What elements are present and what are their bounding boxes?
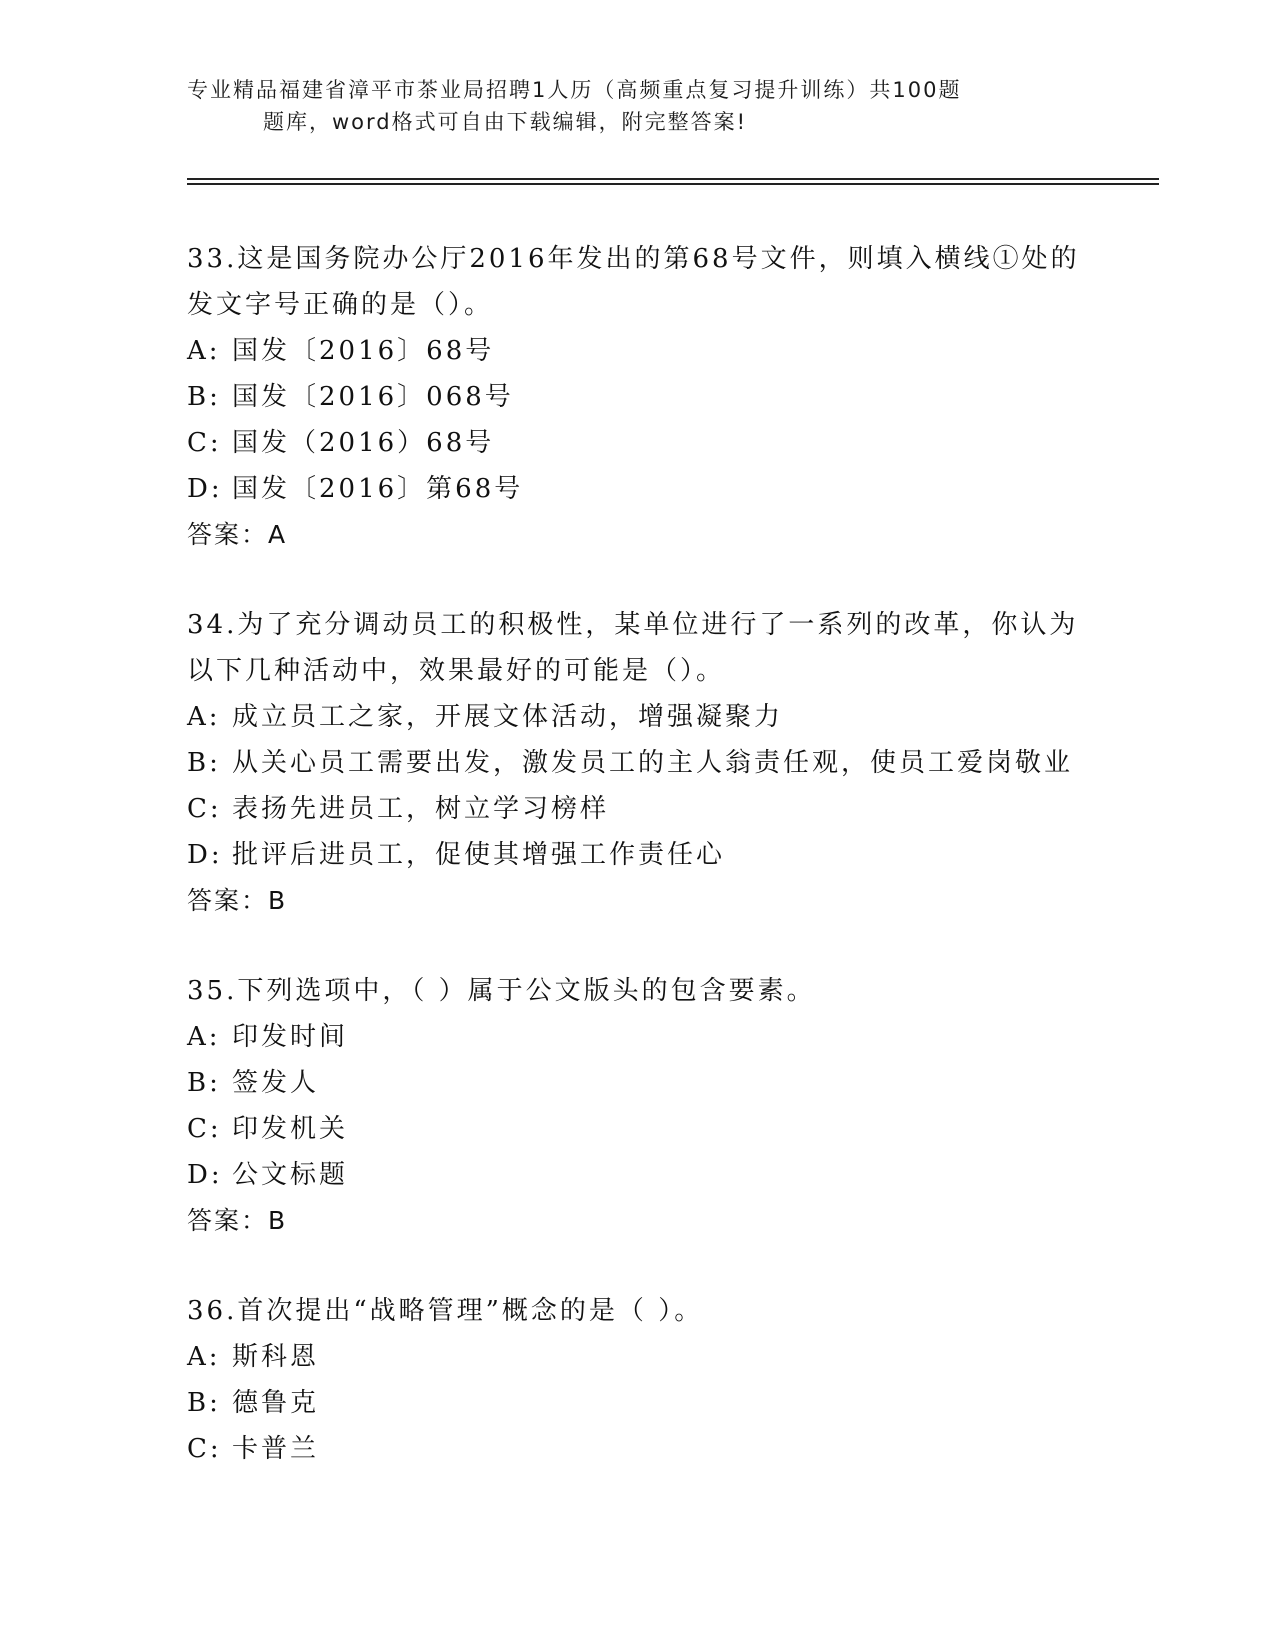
answer-option [187,1152,1087,1198]
header-title-line-1: 专业精品福建省漳平市茶业局招聘1人历（高频重点复习提升训练）共100题 [187,78,962,102]
answer-key: 答案：B [187,1206,288,1235]
question-block [187,968,1087,1244]
answer-option [187,328,1087,374]
question-stem-line: 35.下列选项中，（ ）属于公文版头的包含要素。 [187,976,816,1006]
option-text: 批评后进员工，促使其增强工作责任心 [232,840,726,870]
question-stem [187,968,1087,1014]
option-label: C: [187,794,222,824]
question-stem-line: 36.首次提出“战略管理”概念的是（ ）。 [187,1296,704,1326]
answer-option [187,694,1087,740]
option-label: D: [187,840,223,870]
option-label: D: [187,1160,223,1190]
answer-option [187,1426,1087,1472]
option-label: C: [187,428,222,458]
option-text: 印发机关 [232,1114,349,1144]
answer-option [187,1106,1087,1152]
option-label: A: [187,336,221,366]
question-stem-line: 以下几种活动中，效果最好的可能是（）。 [187,656,726,686]
answer-option [187,1060,1087,1106]
question-stem [187,1288,1087,1334]
answer-option [187,420,1087,466]
option-text: 国发〔2016〕68号 [232,336,495,366]
question-stem [187,236,1087,328]
option-text: 印发时间 [232,1022,349,1052]
option-text: 国发〔2016〕第68号 [232,474,524,504]
answer-option [187,374,1087,420]
answer-option [187,786,1087,832]
option-text: 公文标题 [232,1160,349,1190]
question-stem [187,602,1087,694]
option-label: B: [187,1388,221,1418]
answer-option [187,832,1087,878]
document-header [187,74,1047,138]
option-text: 成立员工之家，开展文体活动，增强凝聚力 [232,702,784,732]
answer-key: 答案：B [187,886,288,915]
header-rule-top [187,178,1159,180]
question-stem-line: 33.这是国务院办公厅2016年发出的第68号文件，则填入横线①处的 [187,244,1080,274]
option-label: A: [187,702,221,732]
question-block [187,1288,1087,1472]
answer-option [187,466,1087,512]
answer-option [187,1380,1087,1426]
option-label: A: [187,1342,221,1372]
option-label: A: [187,1022,221,1052]
question-stem-line: 发文字号正确的是（）。 [187,290,494,320]
question-block [187,602,1087,924]
option-label: B: [187,748,221,778]
option-text: 签发人 [232,1068,320,1098]
answer-option [187,740,1087,786]
option-text: 德鲁克 [232,1388,320,1418]
option-text: 国发〔2016〕068号 [232,382,514,412]
header-title-line-2: 题库，word格式可自由下载编辑，附完整答案! [263,110,748,134]
option-text: 卡普兰 [232,1434,320,1464]
option-label: B: [187,1068,221,1098]
question-list [187,236,1087,1516]
option-label: D: [187,474,223,504]
option-label: C: [187,1434,222,1464]
question-block [187,236,1087,558]
answer-key: 答案：A [187,520,288,549]
option-text: 表扬先进员工，树立学习榜样 [232,794,610,824]
option-label: B: [187,382,221,412]
question-stem-line: 34.为了充分调动员工的积极性，某单位进行了一系列的改革，你认为 [187,610,1079,640]
option-text: 国发（2016）68号 [232,428,495,458]
option-text: 斯科恩 [232,1342,320,1372]
header-rule-bottom [187,183,1159,185]
option-label: C: [187,1114,222,1144]
answer-option [187,1014,1087,1060]
answer-option [187,1334,1087,1380]
option-text: 从关心员工需要出发，激发员工的主人翁责任观，使员工爱岗敬业 [232,748,1074,778]
